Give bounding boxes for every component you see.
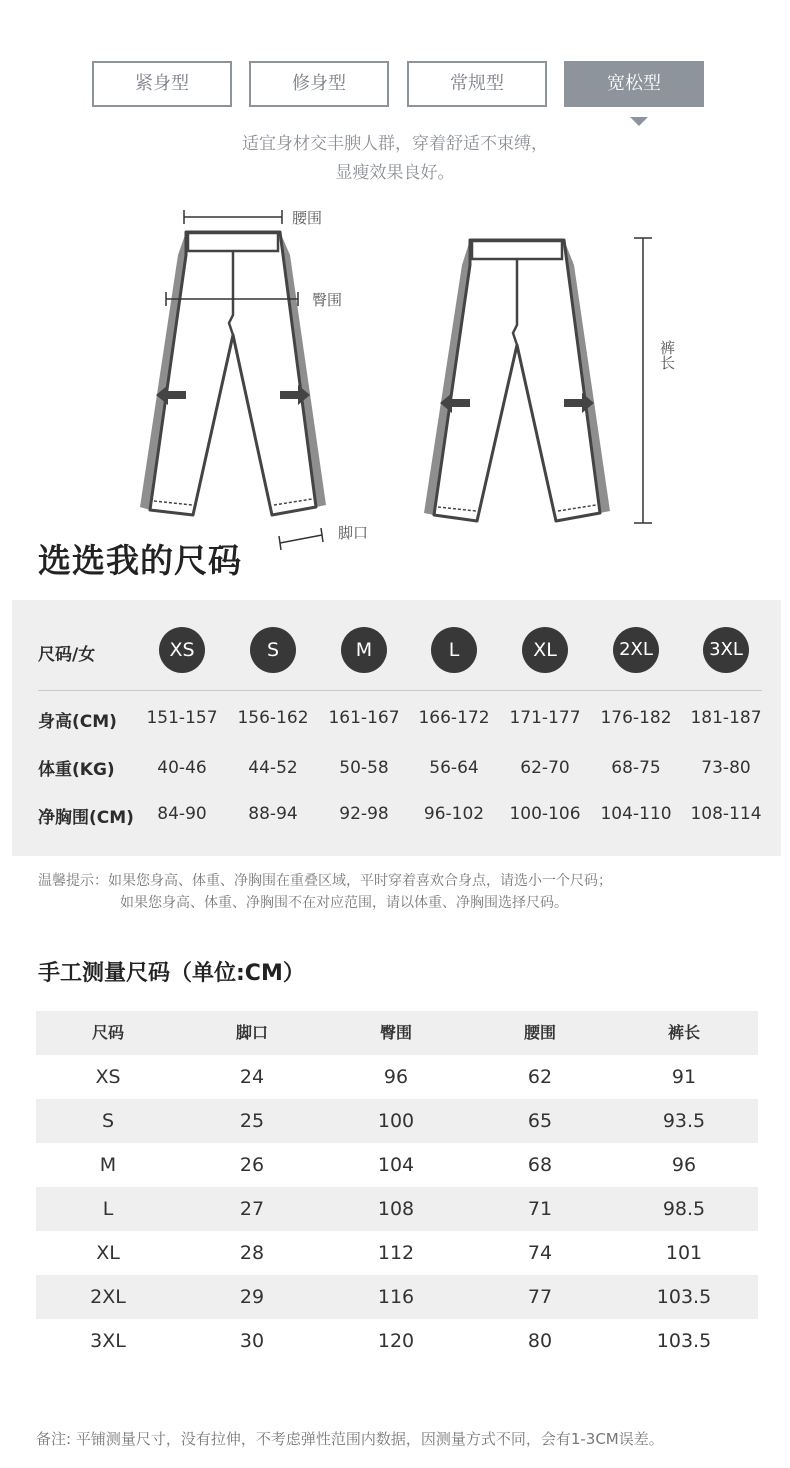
pants-back-illustration: [424, 238, 652, 523]
header-hem: 脚口: [235, 1023, 268, 1042]
size-circle-xl[interactable]: XL: [522, 627, 568, 673]
table-row: [36, 1231, 758, 1275]
chest-cell: 104-110: [600, 804, 672, 824]
size-circle-l[interactable]: L: [431, 627, 477, 673]
size-circle-m[interactable]: M: [341, 627, 387, 673]
table-cell: 98.5: [662, 1198, 706, 1220]
table-cell: 25: [239, 1110, 265, 1132]
table-cell: XL: [96, 1242, 120, 1264]
pants-diagram: [0, 195, 790, 555]
table-row: [36, 1055, 758, 1099]
table-row: [36, 1275, 758, 1319]
height-cell: 171-177: [509, 708, 581, 728]
table-cell: 2XL: [90, 1286, 126, 1308]
table-cell: 101: [665, 1242, 703, 1264]
height-cell: 161-167: [328, 708, 400, 728]
tab-slim-fit[interactable]: 修身型: [249, 61, 389, 107]
size-selector-title: 选选我的尺码: [38, 541, 242, 580]
table-cell: 27: [239, 1198, 265, 1220]
weight-cell: 68-75: [611, 758, 661, 778]
size-header-label: 尺码/女: [38, 645, 96, 665]
height-cell: 166-172: [418, 708, 490, 728]
chest-cell: 92-98: [339, 804, 389, 824]
chest-cell: 108-114: [690, 804, 762, 824]
tab-regular-fit[interactable]: 常规型: [407, 61, 547, 107]
size-selector-panel: [12, 600, 781, 856]
fit-description-line1: 适宜身材交丰腴人群，穿着舒适不束缚，: [242, 134, 548, 154]
fit-description-line2: 显瘦效果良好。: [335, 163, 455, 183]
header-length: 裤长: [667, 1023, 700, 1042]
table-cell: 28: [239, 1242, 265, 1264]
table-cell: 77: [527, 1286, 553, 1308]
pants-front-illustration: [140, 210, 326, 550]
measure-table: [36, 1011, 758, 1363]
weight-cell: 56-64: [429, 758, 479, 778]
size-circle-xs[interactable]: XS: [159, 627, 205, 673]
chest-row-label: 净胸围(CM): [38, 808, 134, 828]
height-cell: 176-182: [600, 708, 672, 728]
weight-cell: 50-58: [339, 758, 389, 778]
table-cell: 104: [377, 1154, 415, 1176]
tip-line2: 如果您身高、体重、净胸围不在对应范围，请以体重、净胸围选择尺码。: [120, 895, 568, 911]
weight-row-label: 体重(KG): [38, 760, 115, 780]
chest-cell: 84-90: [157, 804, 207, 824]
table-cell: 74: [527, 1242, 553, 1264]
table-cell: 100: [377, 1110, 415, 1132]
hip-label: 臀围: [312, 291, 343, 309]
table-cell: 24: [239, 1066, 265, 1088]
height-row-label: 身高(CM): [38, 712, 117, 732]
fit-tabs: [92, 61, 704, 107]
table-cell: 120: [377, 1330, 415, 1352]
fit-description: [0, 130, 790, 188]
table-cell: 71: [527, 1198, 553, 1220]
table-cell: XS: [95, 1066, 121, 1088]
table-row: [36, 1319, 758, 1363]
chest-cell: 88-94: [248, 804, 298, 824]
height-cell: 156-162: [237, 708, 309, 728]
measure-table-title: 手工测量尺码（单位:CM）: [38, 961, 305, 986]
table-cell: 96: [671, 1154, 697, 1176]
table-cell: 93.5: [662, 1110, 706, 1132]
table-header-row: [36, 1011, 758, 1055]
table-row: [36, 1187, 758, 1231]
table-cell: 65: [527, 1110, 553, 1132]
hem-label: 脚口: [338, 524, 369, 542]
table-cell: 68: [527, 1154, 553, 1176]
header-size: 尺码: [91, 1023, 124, 1042]
weight-cell: 62-70: [520, 758, 570, 778]
table-cell: 116: [377, 1286, 415, 1308]
chest-cell: 100-106: [509, 804, 581, 824]
size-circle-3xl[interactable]: 3XL: [703, 627, 749, 673]
table-cell: S: [101, 1110, 115, 1132]
table-cell: M: [99, 1154, 117, 1176]
weight-cell: 40-46: [157, 758, 207, 778]
size-divider: [38, 690, 762, 691]
table-cell: 62: [527, 1066, 553, 1088]
table-row: [36, 1099, 758, 1143]
table-cell: 108: [377, 1198, 415, 1220]
tab-loose-fit[interactable]: 宽松型: [564, 61, 704, 107]
table-cell: 29: [239, 1286, 265, 1308]
table-cell: 30: [239, 1330, 265, 1352]
height-cell: 151-157: [146, 708, 218, 728]
header-waist: 腰围: [523, 1023, 556, 1042]
weight-cell: 44-52: [248, 758, 298, 778]
footnote: 备注: 平铺测量尺寸，没有拉伸，不考虑弹性范围内数据，因测量方式不同，会有1-3CM误差。: [36, 1430, 664, 1448]
tab-tight-fit[interactable]: 紧身型: [92, 61, 232, 107]
weight-cell: 73-80: [701, 758, 751, 778]
table-cell: 103.5: [656, 1286, 712, 1308]
table-cell: 96: [383, 1066, 409, 1088]
size-circle-2xl[interactable]: 2XL: [613, 627, 659, 673]
table-cell: 112: [377, 1242, 415, 1264]
table-cell: 91: [671, 1066, 697, 1088]
size-circle-s[interactable]: S: [250, 627, 296, 673]
tip-line1: 温馨提示：如果您身高、体重、净胸围在重叠区域，平时穿着喜欢合身点，请选小一个尺码；: [38, 873, 612, 889]
table-cell: 3XL: [90, 1330, 126, 1352]
active-tab-pointer-icon: [630, 117, 648, 126]
length-label: 裤长: [658, 340, 676, 370]
table-cell: 103.5: [656, 1330, 712, 1352]
waist-label: 腰围: [292, 209, 323, 227]
height-cell: 181-187: [690, 708, 762, 728]
table-row: [36, 1143, 758, 1187]
chest-cell: 96-102: [423, 804, 485, 824]
header-hip: 臀围: [379, 1023, 412, 1042]
table-cell: L: [102, 1198, 114, 1220]
table-cell: 80: [527, 1330, 553, 1352]
table-cell: 26: [239, 1154, 265, 1176]
